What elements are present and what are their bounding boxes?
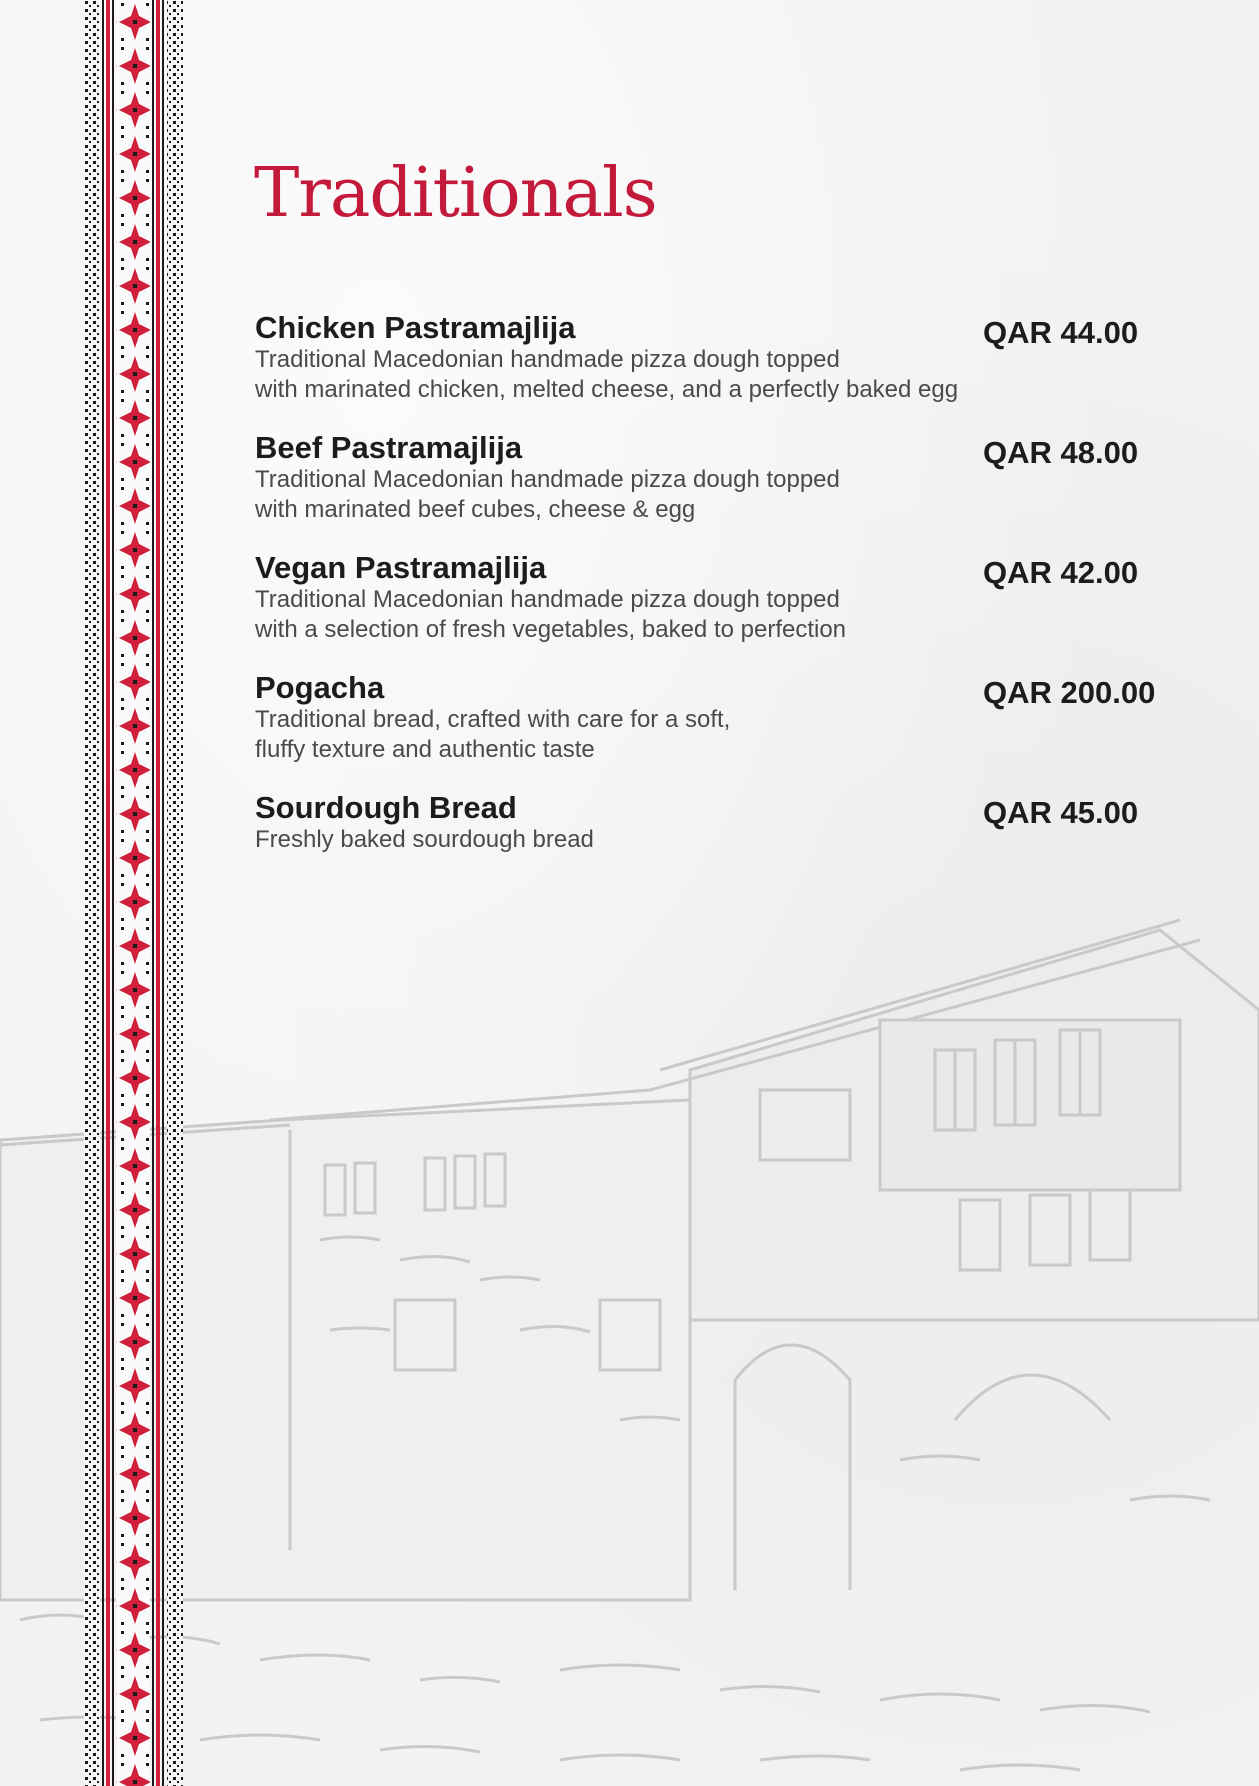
menu-item: [255, 431, 1195, 525]
page-title: Traditionals: [254, 154, 657, 233]
menu-item-description: Traditional Macedonian handmade pizza dough topped with marinated chicken, melted cheese, and a perfectly baked egg: [255, 346, 959, 403]
menu-item-price: QAR 200.00: [983, 675, 1156, 710]
menu-item-description: Traditional Macedonian handmade pizza dough topped with marinated beef cubes, cheese & egg: [255, 466, 840, 523]
menu-item: [255, 311, 1195, 405]
menu-item: [255, 791, 1195, 855]
menu-item-name: Beef Pastramajlija: [255, 430, 523, 465]
menu-item-description: Traditional bread, crafted with care for a soft, fluffy texture and authentic taste: [255, 706, 731, 763]
menu-item-name: Vegan Pastramajlija: [255, 550, 547, 585]
embroidery-border-pattern: [84, 0, 185, 1786]
menu-item-name: Chicken Pastramajlija: [255, 310, 576, 345]
menu-item-name: Pogacha: [255, 670, 385, 705]
menu-item-description: Freshly baked sourdough bread: [255, 826, 594, 853]
menu-item-price: QAR 42.00: [983, 555, 1139, 590]
menu-item: [255, 671, 1195, 765]
menu-item-description: Traditional Macedonian handmade pizza dough topped with a selection of fresh vegetables, baked to perfection: [255, 586, 847, 643]
menu-item-price: QAR 48.00: [983, 435, 1139, 470]
menu-item-name: Sourdough Bread: [255, 790, 517, 825]
menu-item-price: QAR 45.00: [983, 795, 1139, 830]
menu-item: [255, 551, 1195, 645]
menu-item-price: QAR 44.00: [983, 315, 1139, 350]
building-sketch-illustration: [0, 900, 1259, 1786]
